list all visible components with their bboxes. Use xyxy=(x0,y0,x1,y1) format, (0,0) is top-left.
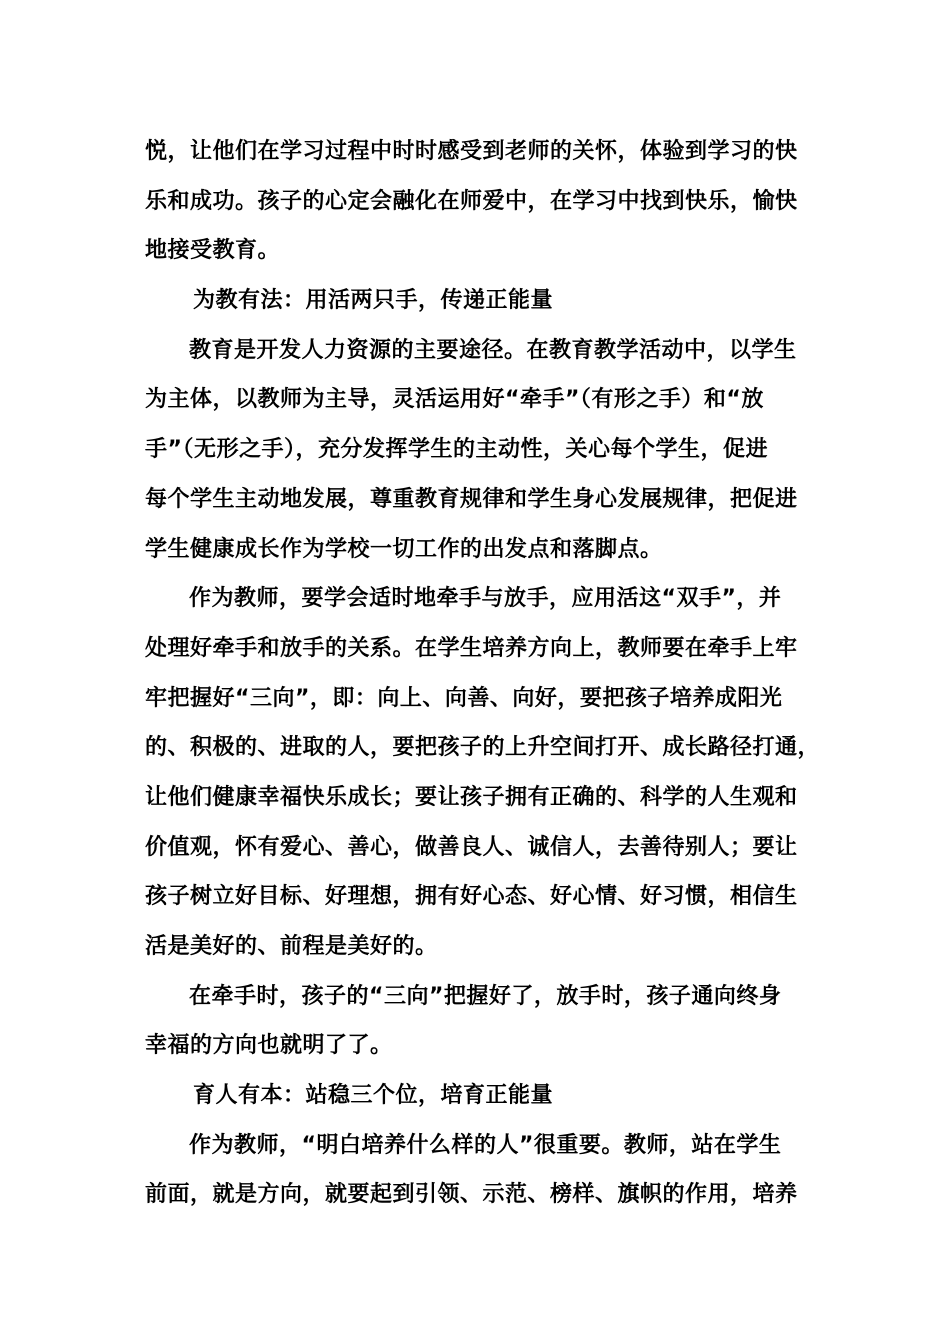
paragraph-line: 活是美好的、前程是美好的。 xyxy=(145,934,438,959)
paragraph-line: 地接受教育。 xyxy=(145,238,281,264)
body-text xyxy=(145,127,821,1220)
paragraph-line: 乐和成功。孩子的心定会融化在师爱中，在学习中找到快乐，愉快 xyxy=(145,188,798,214)
paragraph-line: 悦，让他们在学习过程中时时感受到老师的关怀，体验到学习的快 xyxy=(145,139,798,164)
paragraph-line: 前面，就是方向，就要起到引领、示范、榜样、旗帜的作用，培养 xyxy=(145,1182,798,1208)
paragraph-line: 孩子树立好目标、好理想，拥有好心态、好心情、好习惯，相信生 xyxy=(145,884,798,910)
paragraph-line: 牢把握好“三向”，即：向上、向善、向好，要把孩子培养成阳光 xyxy=(145,685,783,711)
paragraph-line: 的、积极的、进取的人，要把孩子的上升空间打开、成长路径打通， xyxy=(145,735,821,761)
paragraph-line: 处理好牵手和放手的关系。在学生培养方向上，教师要在牵手上牢 xyxy=(145,635,798,661)
paragraph-line: 每个学生主动地发展，尊重教育规律和学生身心发展规律，把促进 xyxy=(145,486,798,512)
paragraph-line: 为主体，以教师为主导，灵活运用好“牵手”（有形之手）和“放 xyxy=(145,387,764,413)
paragraph-line: 学生健康成长作为学校一切工作的出发点和落脚点。 xyxy=(145,536,663,562)
paragraph-line: 手”（无形之手），充分发挥学生的主动性，关心每个学生，促进 xyxy=(145,437,768,463)
section-heading: 为教有法：用活两只手，传递正能量 xyxy=(193,288,554,314)
paragraph-line: 幸福的方向也就明了了。 xyxy=(145,1033,393,1059)
paragraph-line: 在牵手时，孩子的“三向”把握好了，放手时，孩子通向终身 xyxy=(189,983,782,1009)
paragraph-line: 价值观，怀有爱心、善心，做善良人、诚信人，去善待别人；要让 xyxy=(145,834,798,860)
paragraph-line: 教育是开发人力资源的主要途径。在教育教学活动中，以学生 xyxy=(189,337,797,363)
paragraph-line: 让他们健康幸福快乐成长；要让孩子拥有正确的、科学的人生观和 xyxy=(145,784,798,810)
section-heading: 育人有本：站稳三个位，培育正能量 xyxy=(193,1083,554,1109)
paragraph-line: 作为教师，要学会适时地牵手与放手，应用活这“双手”，并 xyxy=(189,586,782,612)
paragraph-line: 作为教师，“明白培养什么样的人”很重要。教师，站在学生 xyxy=(189,1132,782,1158)
